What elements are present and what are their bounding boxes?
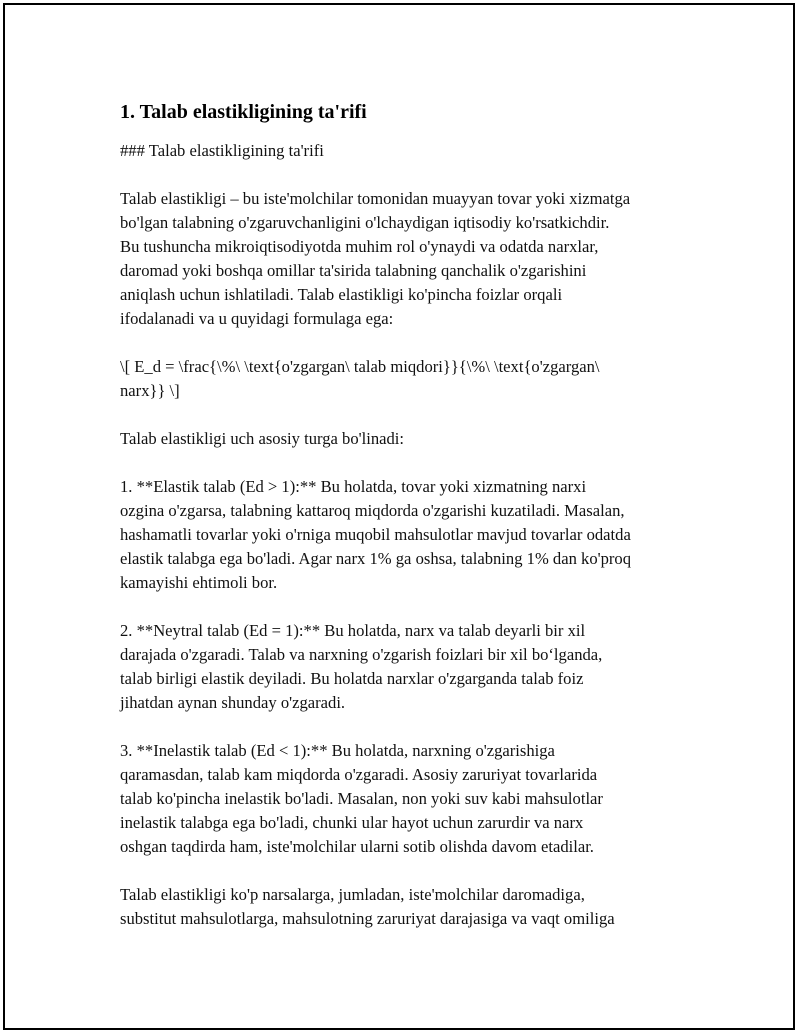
document-page [3, 3, 795, 1030]
text-line: qaramasdan, talab kam miqdorda o'zgaradi. Asosiy zaruriyat tovarlarida [120, 765, 598, 784]
text-line: darajada o'zgaradi. Talab va narxning o'zgarish foizlari bir xil bo‘lganda, [120, 645, 603, 664]
paragraph-neutral [120, 619, 700, 715]
text-line: inelastik talabga ega bo'ladi, chunki ular hayot uchun zarurdir va narx [120, 813, 584, 832]
text-line: talab birligi elastik deyiladi. Bu holatda narxlar o'zgarganda talab foiz [120, 669, 584, 688]
text-line: 2. **Neytral talab (Ed = 1):** Bu holatda, narx va talab deyarli bir xil [120, 621, 586, 640]
formula-line: narx}} \] [120, 381, 180, 400]
text-line: oshgan taqdirda ham, iste'molchilar ularni sotib olishda davom etadilar. [120, 837, 594, 856]
text-line: hashamatli tovarlar yoki o'rniga muqobil mahsulotlar mavjud tovarlar odatda [120, 525, 631, 544]
paragraph-formula [120, 355, 700, 403]
text-line: Talab elastikligi ko'p narsalarga, jumladan, iste'molchilar daromadiga, [120, 885, 585, 904]
paragraph-factors [120, 883, 700, 931]
text-line: substitut mahsulotlarga, mahsulotning zaruriyat darajasiga va vaqt omiliga [120, 909, 615, 928]
text-line: Bu tushuncha mikroiqtisodiyotda muhim rol o'ynaydi va odatda narxlar, [120, 237, 599, 256]
text-line: talab ko'pincha inelastik bo'ladi. Masalan, non yoki suv kabi mahsulotlar [120, 789, 603, 808]
text-line: 1. **Elastik talab (Ed > 1):** Bu holatda, tovar yoki xizmatning narxi [120, 477, 587, 496]
text-line: jihatdan aynan shunday o'zgaradi. [120, 693, 346, 712]
text-line: elastik talabga ega bo'ladi. Agar narx 1% ga oshsa, talabning 1% dan ko'proq [120, 549, 632, 568]
paragraph-inelastic [120, 739, 700, 859]
text-line: kamayishi ehtimoli bor. [120, 573, 278, 592]
formula-line: \[ E_d = \frac{\%\ \text{o'zgargan\ talab miqdori}}{\%\ \text{o'zgargan\ [120, 357, 600, 376]
text-line: Talab elastikligi uch asosiy turga bo'linadi: [120, 429, 405, 448]
text-line: ifodalanadi va u quyidagi formulaga ega: [120, 309, 394, 328]
text-line: ozgina o'zgarsa, talabning kattaroq miqdorda o'zgarishi kuzatiladi. Masalan, [120, 501, 625, 520]
text-line: Talab elastikligi – bu iste'molchilar tomonidan muayyan tovar yoki xizmatga [120, 189, 631, 208]
markdown-subheading: ### Talab elastikligining ta'rifi [120, 141, 324, 160]
paragraph-types-intro [120, 427, 700, 451]
text-line: aniqlash uchun ishlatiladi. Talab elastikligi ko'pincha foizlar orqali [120, 285, 563, 304]
paragraph-definition [120, 187, 700, 331]
text-line: 3. **Inelastik talab (Ed < 1):** Bu holatda, narxning o'zgarishiga [120, 741, 555, 760]
document-body [120, 99, 700, 931]
paragraph-elastic [120, 475, 700, 595]
text-line: bo'lgan talabning o'zgaruvchanligini o'lchaydigan iqtisodiy ko'rsatkichdir. [120, 213, 610, 232]
text-line: daromad yoki boshqa omillar ta'sirida talabning qanchalik o'zgarishini [120, 261, 587, 280]
section-heading: 1. Talab elastikligining ta'rifi [120, 101, 367, 123]
